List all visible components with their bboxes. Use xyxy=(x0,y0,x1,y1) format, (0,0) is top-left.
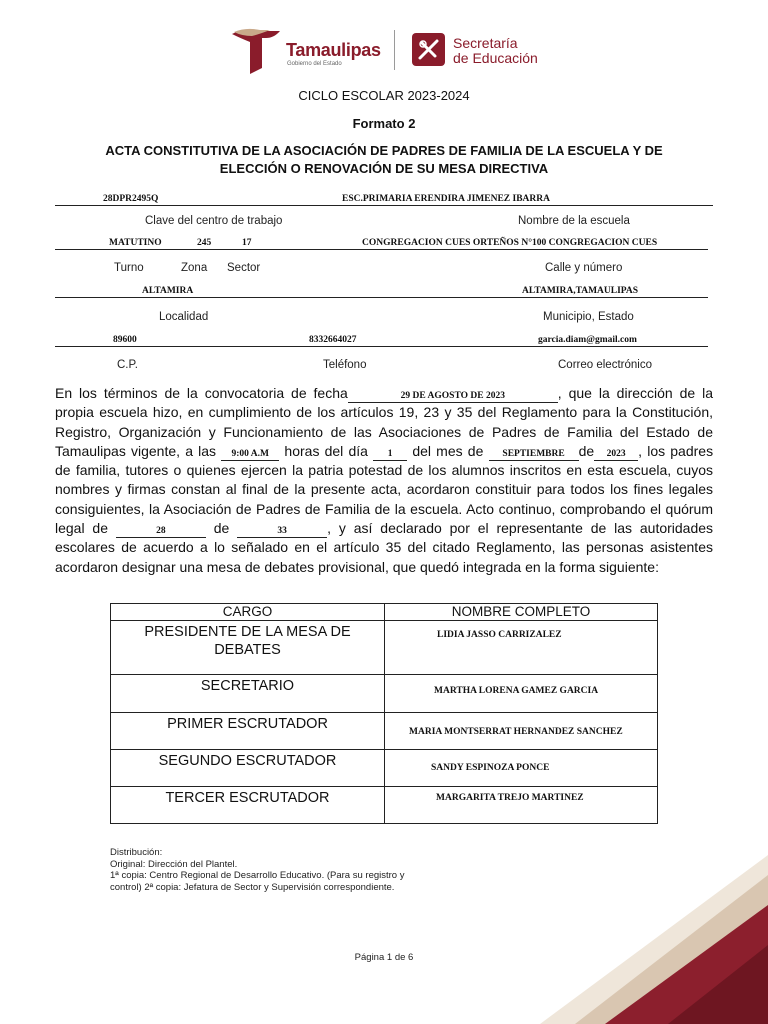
calle-label: Calle y número xyxy=(545,262,623,274)
secretaria-line2: de Educación xyxy=(453,50,538,66)
nombre-escuela-label: Nombre de la escuela xyxy=(518,215,630,227)
distribucion-block xyxy=(110,847,430,893)
document-title-line1: ACTA CONSTITUTIVA DE LA ASOCIACIÓN DE PADRES DE FAMILIA DE LA ESCUELA Y DE xyxy=(105,143,663,158)
page-number: Página 1 de 6 xyxy=(354,952,414,963)
document-title xyxy=(0,142,768,178)
mes-value: SEPTIEMBRE xyxy=(489,448,579,461)
cargo-cell: SEGUNDO ESCRUTADOR xyxy=(111,750,385,787)
total-value: 33 xyxy=(237,525,327,538)
distribucion-copias: 1ª copia: Centro Regional de Desarrollo Educativo. (Para su registro y control) 2ª copia: Jefatura de Sector y Supervisión correspondiente. xyxy=(110,870,405,893)
nombre-cell: LIDIA JASSO CARRIZALEZ xyxy=(385,621,658,675)
quorum-value: 28 xyxy=(116,525,206,538)
table-row xyxy=(111,713,658,750)
correo-label: Correo electrónico xyxy=(558,359,652,371)
cargo-cell: TERCER ESCRUTADOR xyxy=(111,787,385,824)
paragraph-text-2: , que la dirección de la propia escuela hizo, en cumplimiento de los artículos 19, 23 y 35 del Reglamento para la Constitución, Registro, Organización y Funcionamiento de las Asociaciones de Padres de Familia del Estado de Tamaulipas vigente, a las xyxy=(55,385,713,459)
dia-value: 1 xyxy=(373,448,407,461)
column-header-nombre: NOMBRE COMPLETO xyxy=(385,604,658,621)
clave-label: Clave del centro de trabajo xyxy=(145,215,283,227)
secretaria-educacion-wordmark xyxy=(453,36,538,66)
hora-value: 9:00 A.M xyxy=(221,448,279,461)
nombre-cell: SANDY ESPINOZA PONCE xyxy=(385,750,658,787)
paragraph-text-6: , los padres de familia, tutores o quienes ejercen la patria potestad de los alumnos inscritos en esta escuela, cuyos nombres y firmas constan al final de la presente acta, acordaron constituir para todos los fines legales consiguientes, la Asociación de Padres de Familia de la escuela. Acto continuo, comprobando el quórum legal de xyxy=(55,442,714,537)
sector-value: 17 xyxy=(242,238,252,248)
localidad-label: Localidad xyxy=(159,311,209,323)
municipio-label: Municipio, Estado xyxy=(543,311,634,323)
acta-paragraph xyxy=(55,384,713,577)
zona-value: 245 xyxy=(197,238,212,248)
table-row xyxy=(111,675,658,713)
calle-value: CONGREGACION CUES ORTEÑOS N°100 CONGREGACION CUES xyxy=(362,238,658,248)
secretaria-educacion-logo-icon xyxy=(412,33,445,66)
cp-value: 89600 xyxy=(113,335,137,345)
logo-divider xyxy=(394,30,395,70)
mesa-debates-table xyxy=(110,603,658,824)
nombre-cell: MARTHA LORENA GAMEZ GARCIA xyxy=(385,675,658,713)
form-line-2 xyxy=(55,249,708,250)
turno-label: Turno xyxy=(114,262,144,274)
form-line-4 xyxy=(55,346,708,347)
nombre-cell: MARGARITA TREJO MARTINEZ xyxy=(385,787,658,824)
nombre-cell: MARIA MONTSERRAT HERNANDEZ SANCHEZ xyxy=(385,713,658,750)
correo-value: garcia.diam@gmail.com xyxy=(538,335,637,345)
cargo-cell: PRESIDENTE DE LA MESA DE DEBATES xyxy=(111,621,385,675)
paragraph-text-3: horas del día xyxy=(284,442,368,459)
table-row xyxy=(111,787,658,824)
secretaria-line1: Secretaría xyxy=(453,35,518,51)
cargo-cell: PRIMER ESCRUTADOR xyxy=(111,713,385,750)
column-header-cargo: CARGO xyxy=(111,604,385,621)
paragraph-text-7: de xyxy=(213,520,230,537)
table-row xyxy=(111,621,658,675)
form-line-3 xyxy=(55,297,708,298)
telefono-value: 8332664027 xyxy=(309,335,357,345)
cp-label: C.P. xyxy=(117,359,138,371)
paragraph-text-4: del mes de xyxy=(412,442,484,459)
localidad-value: ALTAMIRA xyxy=(142,286,194,296)
tamaulipas-wordmark: Tamaulipas xyxy=(286,40,381,60)
turno-value: MATUTINO xyxy=(109,238,162,248)
tamaulipas-subtitle: Gobierno del Estado xyxy=(287,61,342,67)
form-line-1 xyxy=(55,205,713,206)
paragraph-text-1: En los términos de la convocatoria de fecha xyxy=(55,385,348,401)
municipio-value: ALTAMIRA,TAMAULIPAS xyxy=(522,286,639,296)
nombre-escuela-value: ESC.PRIMARIA ERENDIRA JIMENEZ IBARRA xyxy=(342,194,550,204)
tamaulipas-logo-icon xyxy=(230,28,282,74)
zona-label: Zona xyxy=(181,262,208,274)
anio-value: 2023 xyxy=(594,448,638,461)
formato-label: Formato 2 xyxy=(352,116,416,131)
table-row xyxy=(111,750,658,787)
paragraph-text-5: de xyxy=(578,442,595,459)
cargo-cell: SECRETARIO xyxy=(111,675,385,713)
fecha-convocatoria-value: 29 DE AGOSTO DE 2023 xyxy=(348,390,558,403)
clave-value: 28DPR2495Q xyxy=(103,194,159,204)
sector-label: Sector xyxy=(227,262,261,274)
paragraph-text-8: , y así declarado por el representante de las autoridades escolares de acuerdo a lo señalado en el artículo 35 del citado Reglamento, las personas asistentes acordaron designar una mesa de debates provisional, que quedó integrada en la forma siguiente: xyxy=(55,520,714,575)
ciclo-escolar: CICLO ESCOLAR 2023-2024 xyxy=(298,88,470,103)
table-header-row xyxy=(111,604,658,621)
telefono-label: Teléfono xyxy=(323,359,367,371)
distribucion-original: Original: Dirección del Plantel. xyxy=(110,858,238,870)
document-title-line2: ELECCIÓN O RENOVACIÓN DE SU MESA DIRECTIVA xyxy=(219,161,549,176)
distribucion-title: Distribución: xyxy=(110,847,163,858)
